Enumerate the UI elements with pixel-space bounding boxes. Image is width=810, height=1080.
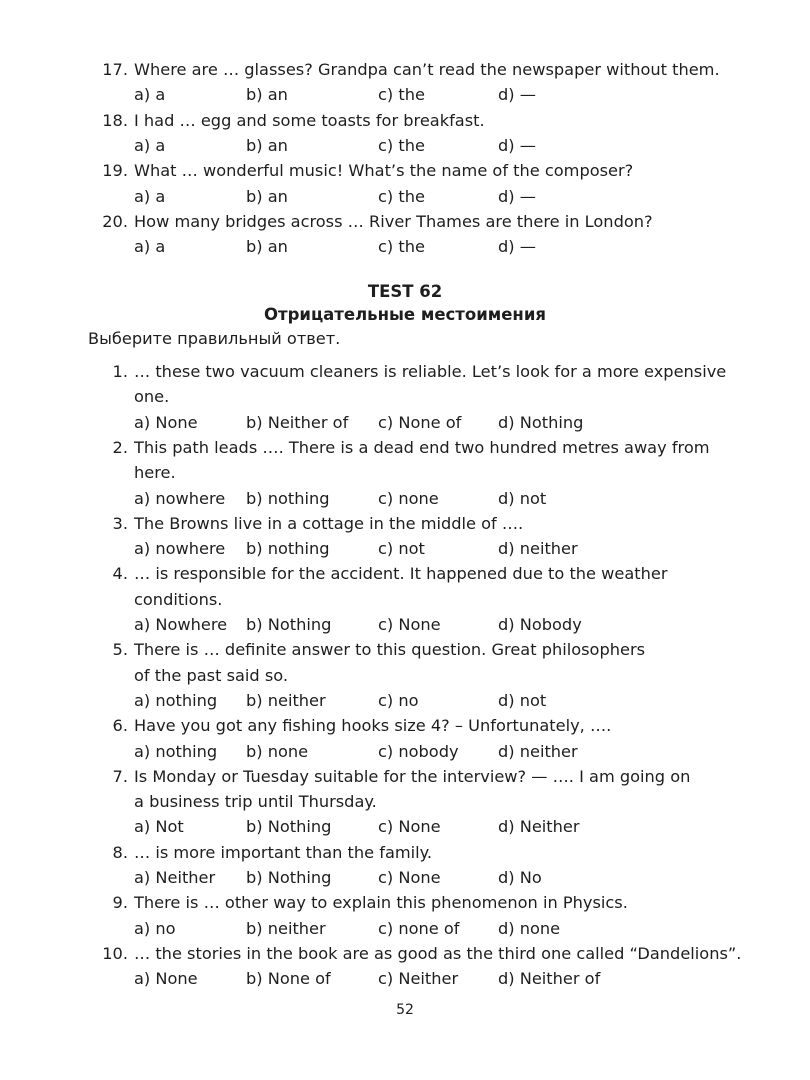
option-a: a) Neither [134, 868, 216, 887]
option-c: c) the [378, 186, 425, 206]
question [0, 57, 810, 82]
question-number: 18. [102, 110, 128, 130]
question-number: 7. [112, 766, 128, 786]
question-text-line: … these two vacuum cleaners is reliable. Let’s look for a more expensive [134, 362, 727, 381]
option-d: d) neither [498, 539, 578, 559]
option-a: a) a [134, 237, 166, 257]
answer-options [0, 234, 810, 259]
question-text [134, 561, 714, 612]
question-text [134, 108, 714, 133]
question-number: 17. [102, 60, 128, 79]
question-text-line: This path leads …. There is a dead end two hundred metres away from [134, 437, 710, 457]
question-number: 10. [102, 943, 128, 963]
option-c: c) none of [378, 918, 460, 938]
answer-options [0, 184, 810, 209]
option-a: a) no [134, 918, 176, 938]
page-number: 52 [396, 1002, 414, 1018]
option-a: a) nowhere [134, 539, 226, 559]
option-a: a) nowhere [134, 488, 226, 508]
question [0, 941, 810, 966]
question-text-line: … is responsible for the accident. It happened due to the weather [134, 564, 668, 584]
question-number: 8. [112, 842, 128, 862]
option-c: c) the [378, 85, 425, 105]
option-c: c) None [378, 615, 441, 634]
option-c: c) None of [378, 412, 462, 432]
option-b: b) an [246, 85, 288, 105]
question-text [134, 359, 727, 410]
option-b: b) Nothing [246, 868, 332, 887]
question-text [134, 713, 714, 738]
option-a: a) a [134, 135, 166, 155]
option-a: a) a [134, 186, 166, 206]
option-c: c) none [378, 488, 439, 508]
option-c: c) None [378, 817, 441, 837]
question-text-line: … the stories in the book are as good as the third one called “Dandelions”. [134, 943, 742, 963]
option-b: b) Neither of [246, 412, 349, 432]
test-instruction: Выберите правильный ответ. [88, 329, 341, 348]
question-number: 20. [102, 211, 128, 231]
question-text [134, 890, 714, 915]
question [0, 511, 810, 536]
option-c: c) None [378, 868, 441, 887]
question-text-line: a business trip until Thursday. [134, 792, 377, 812]
answer-options [0, 82, 810, 107]
option-b: b) an [246, 186, 288, 206]
option-a: a) None [134, 969, 198, 989]
question-text [134, 57, 720, 82]
question [0, 713, 810, 738]
option-d: d) Neither [498, 817, 580, 837]
question [0, 158, 810, 183]
question-number: 2. [112, 437, 128, 457]
option-d: d) — [498, 186, 536, 206]
option-c: c) the [378, 135, 425, 155]
question-number: 3. [112, 513, 128, 533]
question [0, 840, 810, 865]
option-a: a) nothing [134, 690, 218, 710]
question-number: 6. [112, 716, 128, 736]
question-text [134, 435, 714, 486]
question-text-line: Is Monday or Tuesday suitable for the interview? — …. I am going on [134, 766, 691, 786]
option-d: d) Neither of [498, 969, 601, 989]
option-d: d) not [498, 488, 547, 508]
option-a: a) a [134, 85, 166, 105]
option-b: b) an [246, 135, 288, 155]
question-text-line: Have you got any fishing hooks size 4? – Unfortunately, …. [134, 716, 612, 736]
option-d: d) not [498, 690, 547, 710]
question-text-line: What … wonderful music! What’s the name of the composer? [134, 161, 634, 181]
question-number: 9. [112, 893, 128, 913]
question [0, 108, 810, 133]
question-text [134, 209, 714, 234]
question [0, 637, 810, 688]
option-b: b) Nothing [246, 615, 332, 634]
question-text-line: Where are … glasses? Grandpa can’t read the newspaper without them. [134, 60, 720, 79]
answer-options [0, 814, 810, 839]
question-text-line: There is … definite answer to this question. Great philosophers [134, 640, 646, 660]
option-c: c) Neither [378, 969, 459, 989]
option-a: a) Not [134, 817, 184, 837]
option-b: b) none [246, 741, 309, 761]
option-b: b) neither [246, 690, 326, 710]
answer-options [0, 739, 810, 764]
option-b: b) Nothing [246, 817, 332, 837]
answer-options [0, 916, 810, 941]
question-text [134, 511, 714, 536]
question-text [134, 941, 742, 966]
option-d: d) — [498, 85, 536, 105]
question-text-line: How many bridges across … River Thames are there in London? [134, 211, 653, 231]
question-text-line: here. [134, 463, 176, 483]
option-d: d) neither [498, 741, 578, 761]
test-subtitle: Отрицательные местоимения [263, 305, 546, 324]
question [0, 435, 810, 486]
question-text-line: one. [134, 387, 170, 407]
question-text [134, 840, 714, 865]
question-text-line: conditions. [134, 589, 223, 609]
question-text [134, 158, 714, 183]
question [0, 890, 810, 915]
option-d: d) Nobody [498, 615, 582, 634]
question-number: 19. [102, 161, 128, 181]
answer-options [0, 410, 810, 435]
option-b: b) neither [246, 918, 326, 938]
question-text-line: I had … egg and some toasts for breakfast. [134, 110, 485, 130]
answer-options [0, 966, 810, 991]
answer-options [0, 612, 810, 637]
option-c: c) no [378, 690, 419, 710]
option-b: b) None of [246, 969, 331, 989]
question-text-line: The Browns live in a cottage in the middle of …. [134, 513, 524, 533]
question-text-line: … is more important than the family. [134, 842, 433, 862]
question-text-line: of the past said so. [134, 665, 289, 685]
answer-options [0, 865, 810, 890]
answer-options [0, 536, 810, 561]
option-d: d) No [498, 868, 542, 887]
question [0, 764, 810, 815]
option-d: d) Nothing [498, 412, 584, 432]
option-c: c) the [378, 237, 425, 257]
option-c: c) nobody [378, 741, 459, 761]
answer-options [0, 486, 810, 511]
option-a: a) None [134, 412, 198, 432]
question-number: 5. [112, 640, 128, 660]
question-number: 4. [112, 564, 128, 584]
question [0, 209, 810, 234]
option-d: d) — [498, 135, 536, 155]
option-b: b) nothing [246, 488, 330, 508]
option-b: b) nothing [246, 539, 330, 559]
answer-options [0, 688, 810, 713]
option-a: a) nothing [134, 741, 218, 761]
question-number: 1. [112, 362, 128, 381]
answer-options [0, 133, 810, 158]
question [0, 359, 810, 410]
option-b: b) an [246, 237, 288, 257]
option-a: a) Nowhere [134, 615, 228, 634]
question-text [134, 764, 714, 815]
option-d: d) — [498, 237, 536, 257]
option-c: c) not [378, 539, 425, 559]
test-title: TEST 62 [367, 282, 443, 301]
question-text-line: There is … other way to explain this phenomenon in Physics. [134, 893, 628, 913]
option-d: d) none [498, 918, 561, 938]
question [0, 561, 810, 612]
question-text [134, 637, 714, 688]
